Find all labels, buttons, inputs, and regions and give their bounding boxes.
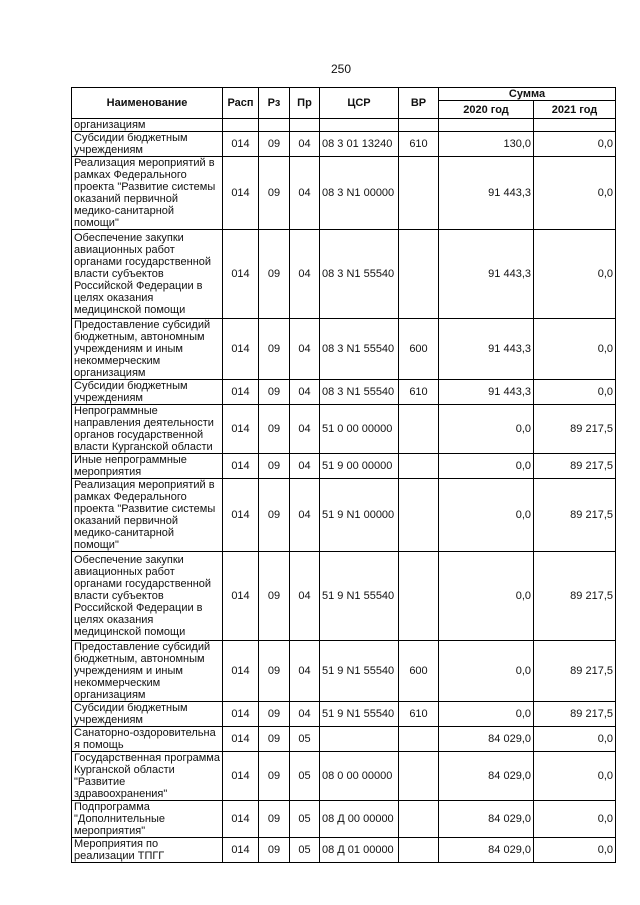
table-body	[72, 119, 616, 863]
table-row	[72, 319, 616, 380]
cell-pr: 04	[290, 641, 320, 702]
header-csr: ЦСР	[320, 88, 399, 119]
cell-2021: 0,0	[534, 801, 616, 838]
cell-rasp: 014	[223, 319, 259, 380]
cell-2020: 0,0	[439, 454, 534, 479]
cell-rz: 09	[259, 702, 290, 727]
cell-vr	[399, 552, 439, 641]
cell-rz: 09	[259, 838, 290, 863]
cell-2020: 84 029,0	[439, 727, 534, 752]
cell-pr: 04	[290, 702, 320, 727]
cell-rz: 09	[259, 132, 290, 157]
cell-rasp: 014	[223, 479, 259, 552]
table-row	[72, 752, 616, 801]
cell-pr: 04	[290, 132, 320, 157]
cell-2021: 89 217,5	[534, 479, 616, 552]
header-pr: Пр	[290, 88, 320, 119]
cell-rasp: 014	[223, 454, 259, 479]
cell-csr: 08 Д 00 00000	[320, 801, 399, 838]
page-number: 250	[330, 62, 352, 76]
cell-name: Санаторно-оздоровительна я помощь	[72, 727, 223, 752]
cell-pr: 04	[290, 405, 320, 454]
cell-2021: 0,0	[534, 727, 616, 752]
cell-2020: 84 029,0	[439, 801, 534, 838]
cell-rasp: 014	[223, 405, 259, 454]
cell-2021: 89 217,5	[534, 405, 616, 454]
cell-pr: 04	[290, 319, 320, 380]
cell-vr	[399, 838, 439, 863]
cell-2020: 130,0	[439, 132, 534, 157]
table-row	[72, 641, 616, 702]
cell-vr: 600	[399, 641, 439, 702]
cell-csr: 51 9 00 00000	[320, 454, 399, 479]
table-row	[72, 552, 616, 641]
cell-rasp: 014	[223, 132, 259, 157]
cell-csr	[320, 119, 399, 132]
cell-2020: 0,0	[439, 552, 534, 641]
cell-2020: 91 443,3	[439, 380, 534, 405]
cell-name: Предоставление субсидий бюджетным, автономным учреждениям и иным некоммерческим организациям	[72, 641, 223, 702]
table-row	[72, 132, 616, 157]
cell-rz	[259, 119, 290, 132]
cell-csr: 51 9 N1 55540	[320, 641, 399, 702]
budget-table	[71, 87, 616, 863]
cell-2020: 84 029,0	[439, 838, 534, 863]
cell-rasp: 014	[223, 702, 259, 727]
table-row	[72, 380, 616, 405]
cell-name: организациям	[72, 119, 223, 132]
cell-pr: 04	[290, 380, 320, 405]
cell-vr	[399, 727, 439, 752]
cell-2021: 0,0	[534, 380, 616, 405]
cell-pr: 04	[290, 479, 320, 552]
cell-vr	[399, 479, 439, 552]
header-2021: 2021 год	[534, 101, 616, 119]
cell-vr	[399, 157, 439, 230]
table-row	[72, 727, 616, 752]
cell-rz: 09	[259, 405, 290, 454]
cell-2021: 0,0	[534, 319, 616, 380]
cell-rasp	[223, 119, 259, 132]
cell-name: Обеспечение закупки авиационных работ органами государственной власти субъектов Российской Федерации в целях оказания медицинской помощи	[72, 230, 223, 319]
cell-pr: 05	[290, 838, 320, 863]
cell-name: Непрограммные направления деятельности органов государственной власти Курганской области	[72, 405, 223, 454]
cell-name: Иные непрограммные мероприятия	[72, 454, 223, 479]
cell-name: Реализация мероприятий в рамках Федерального проекта "Развитие системы оказаний первичной медико-санитарной помощи"	[72, 479, 223, 552]
cell-vr	[399, 405, 439, 454]
cell-rasp: 014	[223, 157, 259, 230]
header-vr: ВР	[399, 88, 439, 119]
cell-rz: 09	[259, 752, 290, 801]
table-row	[72, 702, 616, 727]
cell-2021: 0,0	[534, 132, 616, 157]
table-row	[72, 405, 616, 454]
table-row	[72, 230, 616, 319]
cell-2021: 0,0	[534, 157, 616, 230]
table-row	[72, 119, 616, 132]
cell-csr: 08 3 N1 55540	[320, 230, 399, 319]
cell-csr: 51 9 N1 55540	[320, 552, 399, 641]
header-2020: 2020 год	[439, 101, 534, 119]
table-row	[72, 479, 616, 552]
cell-csr	[320, 727, 399, 752]
cell-rz: 09	[259, 552, 290, 641]
cell-rz: 09	[259, 801, 290, 838]
cell-rz: 09	[259, 157, 290, 230]
cell-2021	[534, 119, 616, 132]
cell-name: Реализация мероприятий в рамках Федерального проекта "Развитие системы оказаний первичной медико-санитарной помощи"	[72, 157, 223, 230]
cell-rz: 09	[259, 454, 290, 479]
cell-2020: 0,0	[439, 641, 534, 702]
cell-2021: 0,0	[534, 838, 616, 863]
cell-2021: 0,0	[534, 230, 616, 319]
cell-vr: 610	[399, 380, 439, 405]
cell-rz: 09	[259, 230, 290, 319]
cell-rasp: 014	[223, 838, 259, 863]
cell-rz: 09	[259, 319, 290, 380]
cell-2020: 0,0	[439, 405, 534, 454]
cell-pr	[290, 119, 320, 132]
cell-name: Субсидии бюджетным учреждениям	[72, 132, 223, 157]
cell-rz: 09	[259, 727, 290, 752]
cell-2020: 0,0	[439, 702, 534, 727]
table-row	[72, 157, 616, 230]
cell-2020	[439, 119, 534, 132]
cell-name: Субсидии бюджетным учреждениям	[72, 380, 223, 405]
cell-csr: 08 3 N1 55540	[320, 319, 399, 380]
cell-csr: 08 3 01 13240	[320, 132, 399, 157]
cell-2021: 89 217,5	[534, 641, 616, 702]
cell-2020: 84 029,0	[439, 752, 534, 801]
header-rasp: Расп	[223, 88, 259, 119]
cell-pr: 05	[290, 727, 320, 752]
cell-rasp: 014	[223, 230, 259, 319]
header-rz: Рз	[259, 88, 290, 119]
header-name: Наименование	[72, 88, 223, 119]
cell-pr: 04	[290, 454, 320, 479]
cell-csr: 08 Д 01 00000	[320, 838, 399, 863]
cell-csr: 51 0 00 00000	[320, 405, 399, 454]
cell-2021: 89 217,5	[534, 552, 616, 641]
cell-name: Мероприятия по реализации ТПГГ	[72, 838, 223, 863]
cell-csr: 08 0 00 00000	[320, 752, 399, 801]
cell-name: Государственная программа Курганской области "Развитие здравоохранения"	[72, 752, 223, 801]
cell-rz: 09	[259, 380, 290, 405]
cell-2020: 91 443,3	[439, 157, 534, 230]
cell-csr: 51 9 N1 00000	[320, 479, 399, 552]
cell-vr	[399, 454, 439, 479]
cell-2021: 89 217,5	[534, 454, 616, 479]
cell-pr: 04	[290, 157, 320, 230]
cell-name: Подпрограмма "Дополнительные мероприятия"	[72, 801, 223, 838]
cell-csr: 08 3 N1 00000	[320, 157, 399, 230]
table-row	[72, 801, 616, 838]
cell-pr: 05	[290, 752, 320, 801]
cell-vr: 600	[399, 319, 439, 380]
cell-name: Субсидии бюджетным учреждениям	[72, 702, 223, 727]
cell-pr: 04	[290, 552, 320, 641]
cell-rasp: 014	[223, 641, 259, 702]
table-row	[72, 838, 616, 863]
cell-pr: 05	[290, 801, 320, 838]
cell-2020: 0,0	[439, 479, 534, 552]
cell-2021: 89 217,5	[534, 702, 616, 727]
cell-pr: 04	[290, 230, 320, 319]
cell-csr: 51 9 N1 55540	[320, 702, 399, 727]
cell-name: Обеспечение закупки авиационных работ органами государственной власти субъектов Российской Федерации в целях оказания медицинской помощи	[72, 552, 223, 641]
cell-vr	[399, 801, 439, 838]
cell-rasp: 014	[223, 380, 259, 405]
table-row	[72, 454, 616, 479]
cell-rasp: 014	[223, 801, 259, 838]
cell-rasp: 014	[223, 552, 259, 641]
cell-vr: 610	[399, 132, 439, 157]
cell-2020: 91 443,3	[439, 319, 534, 380]
cell-vr	[399, 230, 439, 319]
cell-vr: 610	[399, 702, 439, 727]
cell-rasp: 014	[223, 727, 259, 752]
cell-name: Предоставление субсидий бюджетным, автономным учреждениям и иным некоммерческим организациям	[72, 319, 223, 380]
cell-csr: 08 3 N1 55540	[320, 380, 399, 405]
cell-2020: 91 443,3	[439, 230, 534, 319]
cell-2021: 0,0	[534, 752, 616, 801]
cell-vr	[399, 119, 439, 132]
header-sum: Сумма	[439, 88, 616, 101]
cell-vr	[399, 752, 439, 801]
cell-rz: 09	[259, 641, 290, 702]
cell-rasp: 014	[223, 752, 259, 801]
cell-rz: 09	[259, 479, 290, 552]
